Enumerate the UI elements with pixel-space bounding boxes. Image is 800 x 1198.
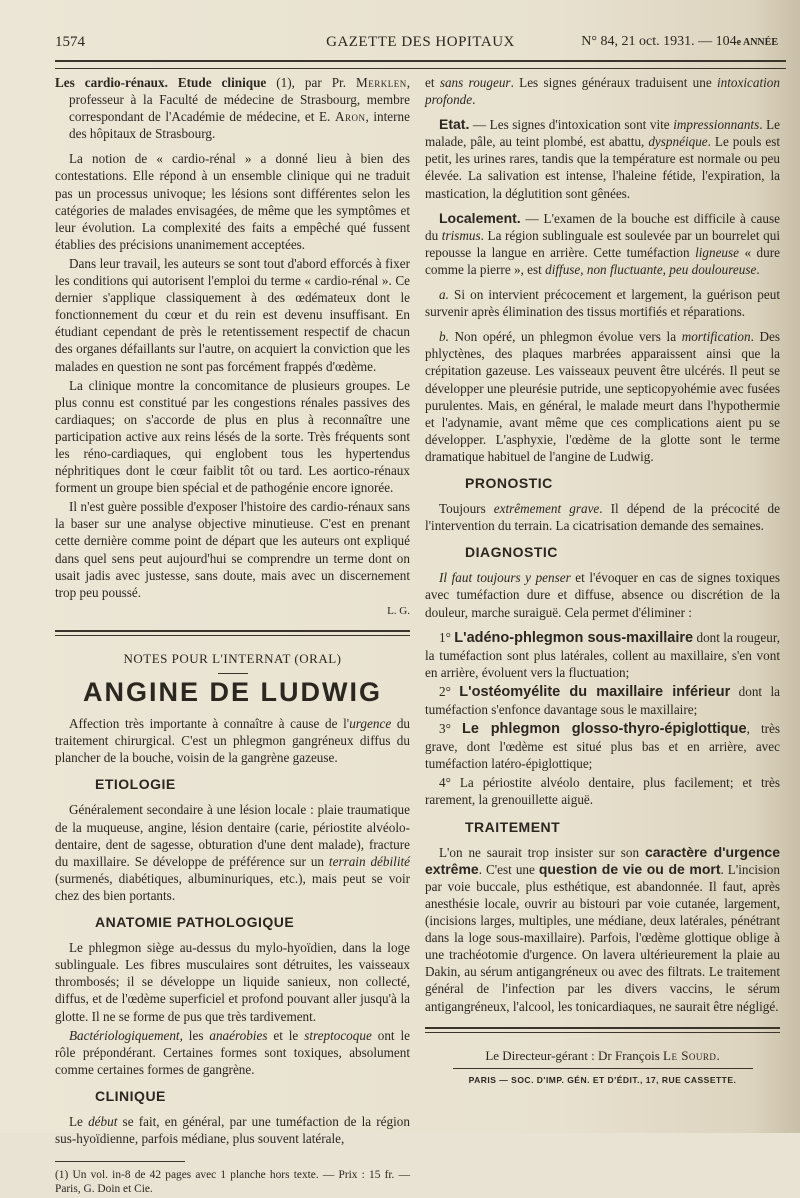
anatomie-paragraph-2: Bactériologiquement, les anaérobies et le streptocoque ont le rôle prépondérant. Certaines formes sont toxiques, absolument comme certaines formes de gangrène. (55, 1027, 410, 1077)
heading-clinique: CLINIQUE (95, 1087, 166, 1104)
imprint-line: PARIS — SOC. D'IMP. GÉN. ET D'ÉDIT., 17, RUE CASSETTE. (468, 1074, 737, 1085)
page-header (55, 30, 786, 58)
intro-paragraph: Affection très importante à connaître à cause de l'urgence du traitement chirurgical. C'est un phlegmon gangréneux diffus du plancher de la bouche, voisin de la gangrène gazeuse. (55, 716, 411, 766)
footnote-rule (55, 1161, 185, 1162)
review-paragraph-4: Il n'est guère possible d'exposer l'histoire des cardio-rénaux sans la baser sur une analyse objective minutieuse. C'est en prenant cette dernière comme point de départ que les auteurs ont expliqué dans quel sens peut aujourd'hui se comprendre un terme dont on usait jadis avec justesse, sans doute, mais avec un discernement trop peu poussé. (55, 499, 410, 600)
footnote: (1) Un vol. in-8 de 42 pages avec 1 planche hors texte. — Prix : 15 fr. — Paris, G. Doin et Cie. (55, 1169, 410, 1196)
review-paragraph-1: La notion de « cardio-rénal » a donné lieu à bien des contestations. Elle répond à un ensemble clinique qui ne traduit pas un processus univoque; les lésions sont différentes selon les catégories de malades envisagées, de même que les symptômes et leur évolution. La complexité des faits a empêché qué fussent établies des précisions unanimement acceptées. (55, 151, 410, 252)
right-column (425, 74, 780, 1089)
anatomie-paragraph-1: Le phlegmon siège au-dessus du mylo-hyoïdien, dans la loge sublinguale. Les fibres musculaires sont détruites, les vaisseaux thrombosés; il se développe un liquide sanieux, non collecté, diffus, et de l'œdème superficiel et profond pouvant aller jusqu'à la glotte. Il ne se forme de pus que très tardivement. (55, 940, 410, 1024)
heading-anatomie: ANATOMIE PATHOLOGIQUE (95, 914, 295, 931)
heading-traitement: TRAITEMENT (465, 818, 561, 835)
imprint-rule (453, 1068, 753, 1069)
heading-etiologie: ETIOLOGIE (95, 776, 176, 793)
journal-title: GAZETTE DES HOPITAUX (326, 34, 515, 50)
clinique-paragraph: Le début se fait, en général, par une tuméfaction de la région sus-hyoïdienne, parfois médiane, plus souvent latérale, (55, 1113, 410, 1147)
notes-title: NOTES POUR L'INTERNAT (ORAL) (123, 650, 342, 666)
header-rule (55, 60, 786, 69)
article-title: ANGINE DE LUDWIG (83, 677, 382, 707)
pronostic-paragraph: Toujours extrêmement grave. Il dépend de la précocité de l'intervention du terrain. La cicatrisation demande des semaines. (425, 501, 780, 534)
page-number: 1574 (55, 34, 85, 50)
etiologie-paragraph: Généralement secondaire à une lésion locale : plaie traumatique de la muqueuse, angine, lésion dentaire (carie, périostite alvéolo-dentaire, dent de sagesse, obturation d'une dent malade), fracture du maxillaire. Se développe de préférence sur un terrain débilité (surmenés, diabétiques, albuminuriques, etc.), mais peut se voir chez des bien portants. (55, 802, 411, 903)
review-paragraph-3: La clinique montre la concomitance de plusieurs groupes. Le plus connu est constitué par les congestions rénales passives des cardiaques; on s'accorde de plus en plus à reconnaître une participation active aux reins lésés de la sorte. Très fréquents sont les réno-cardiaques, qui englobent tous les hypertendus néphritiques dont le cœur faiblit tôt ou tard. Les aortico-rénaux forment un groupe bien spécial et de pathogénie encore ignorée. (55, 377, 410, 496)
clinique-continued: et sans rougeur. Les signes généraux traduisent une intoxication profonde. (425, 75, 780, 108)
director-line: Le Directeur-gérant : Dr François Le Sourd. (485, 1047, 720, 1063)
evolution-b: b. Non opéré, un phlegmon évolue vers la mortification. Des phlyctènes, des plaques marbrées apparaissent ainsi que la crépitation gazeuse. Les vaisseaux peuvent être ulcérés. Il peut se développer une pleurésie putride, une septicopyohémie avec fusées purulentes. Mais, en général, le malade meurt dans l'hypothermie et l'adynamie, avant même que ces complications aient pu se développer. L'asphyxie, l'œdème de la glotte sont le terme dramatique habituel de l'angine de Ludwig. (425, 329, 780, 464)
section-rule (55, 630, 410, 636)
etat-paragraph: Etat. — Les signes d'intoxication sont vite impressionnants. Le malade, pâle, au teint plombé, est abattu, dyspnéique. Le pouls est petit, les urines rares, tandis que la température est normale ou peu élevée. La salivation est intense, l'haleine fétide, l'expiration, la mastication, la déglutition sont gênées. (425, 116, 780, 201)
issue-info: N° 84, 21 oct. 1931. — 104e ANNÉE (581, 34, 778, 49)
closing-rule (425, 1027, 780, 1033)
diagnostic-item-1: 1° L'adéno-phlegmon sous-maxillaire dont la rougeur, la tuméfaction sont plus latérales, collent au maxillaire, s'en vont en arrière, évoluent vers la fluctuation; (425, 629, 780, 680)
diagnostic-item-3: 3° Le phlegmon glosso-thyro-épiglottique, très grave, dont l'œdème est situé plus bas et en arrière, avec tuméfaction latéro-épiglottique; (425, 721, 781, 772)
left-column (55, 74, 410, 1198)
diagnostic-item-4: 4° La périostite alvéolo dentaire, plus facilement; et très rarement, la grenouillette aiguë. (425, 775, 780, 808)
evolution-a: a. Si on intervient précocement et largement, la guérison peut survenir après élimination des tissus mortifiés et réparations. (425, 287, 780, 320)
heading-pronostic: PRONOSTIC (465, 474, 553, 491)
traitement-paragraph: L'on ne saurait trop insister sur son caractère d'urgence extrême. C'est une question de vie ou de mort. L'incision par voie buccale, plus esthétique, est abandonnée. Il faut, après anesthésie locale, ouvrir au bistouri par voie cutanée, largement, (incisions larges, multiples, une médiane, deux latérales, pénétrant dans la loge sous-maxillaire). Parfois, l'œdème glottique oblige à une trachéotomie d'urgence. On lavera ultérieurement la plaie au Dakin, au sérum antigangréneux ou avec des filtrats. Le traitement général de l'infection par les divers vaccins, le sérum antigangréneux, l'alcool, les tonicardiaques, ne saurait être négligé. (425, 843, 780, 1014)
review-paragraph-2: Dans leur travail, les auteurs se sont tout d'abord efforcés à fixer les conditions qui autorisent l'emploi du terme « cardio-rénal ». Ce dernier s'applique classiquement à des œdémateux dont le fonctionnement du cœur et du rein est devenu insuffisant. En étudiant cependant de près le retentissement respectif de chacun des organes défaillants sur l'autre, on acquiert la conviction que les malades en question ne sont pas forcément frappés d'œdème. (55, 255, 410, 374)
localement-paragraph: Localement. — L'examen de la bouche est difficile à cause du trismus. La région sublinguale est soulevée par un bourrelet qui repousse la langue en arrière. Cette tuméfaction ligneuse « dure comme la pierre », est diffuse, non fluctuante, peu douloureuse. (425, 209, 780, 277)
short-rule (218, 673, 248, 674)
heading-diagnostic: DIAGNOSTIC (465, 544, 558, 561)
diagnostic-paragraph: Il faut toujours y penser et l'évoquer en cas de signes toxiques avec tuméfaction dure et diffuse, absence ou discrétion de la douleur, marche suraiguë. Cela permet d'éliminer : (425, 570, 780, 620)
review-signature: L. G. (387, 604, 410, 617)
diagnostic-item-2: 2° L'ostéomyélite du maxillaire inférieur dont la tuméfaction s'enfonce davantage sous le maxillaire; (425, 683, 781, 717)
book-review-heading: Les cardio-rénaux. Etude clinique (1), par Pr. Merklen, professeur à la Faculté de médecine de Strasbourg, membre correspondant de l'Académie de médecine, et E. Aron, interne des hôpitaux de Strasbourg. (55, 75, 410, 142)
